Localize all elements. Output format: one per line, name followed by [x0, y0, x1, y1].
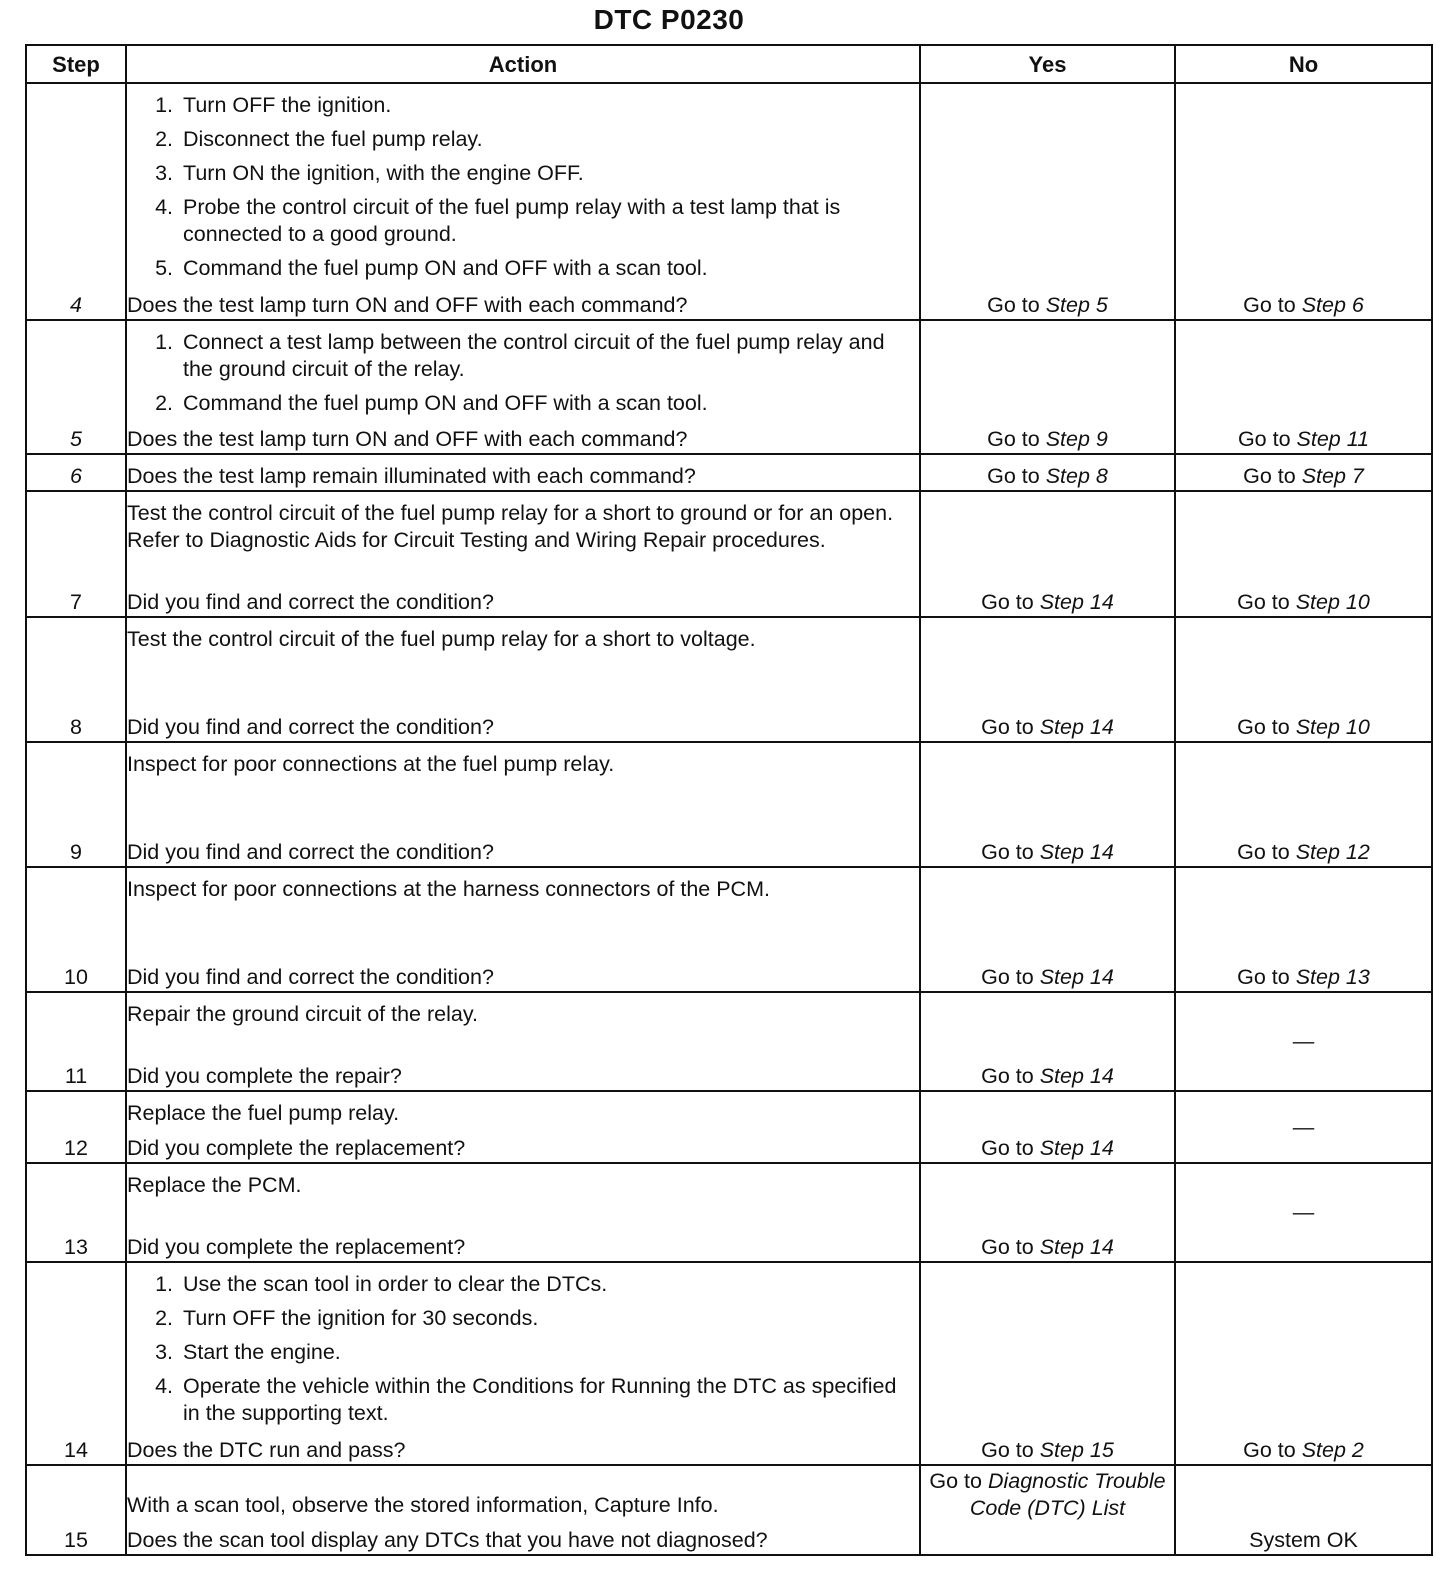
go-to-label: Go to [987, 464, 1040, 488]
step-number: 9 [26, 742, 126, 867]
table-row-step-11 [26, 992, 1432, 1091]
table-row-step-10 [26, 867, 1432, 992]
no-target: Step 7 [1301, 464, 1364, 488]
no-target: Step 2 [1301, 1438, 1364, 1462]
table-row-step-13 [26, 1163, 1432, 1262]
no-cell [1175, 491, 1432, 617]
header-step: Step [26, 45, 126, 83]
go-to-label: Go to [981, 715, 1034, 739]
yes-cell [920, 1091, 1175, 1163]
action-question: Does the test lamp turn ON and OFF with each command? [127, 293, 688, 317]
table-row-step-12 [26, 1091, 1432, 1163]
no-target: Step 12 [1295, 840, 1370, 864]
yes-target: Step 14 [1039, 840, 1114, 864]
yes-cell [920, 454, 1175, 491]
yes-target: Step 14 [1039, 1235, 1114, 1259]
step-number: 6 [26, 454, 126, 491]
go-to-label: Go to [1237, 427, 1291, 451]
action-step-item: 5. Command the fuel pump ON and OFF with a scan tool. [179, 255, 919, 282]
go-to-label: Go to [987, 293, 1040, 317]
action-cell [126, 1163, 920, 1262]
go-to-label: Go to [1243, 1438, 1296, 1462]
yes-cell [920, 867, 1175, 992]
action-question: Did you complete the repair? [127, 1064, 402, 1088]
no-cell [1175, 1163, 1432, 1262]
action-question: Did you complete the replacement? [127, 1235, 466, 1259]
step-number: 14 [26, 1262, 126, 1465]
go-to-label: Go to [1243, 293, 1296, 317]
table-row-step-6 [26, 454, 1432, 491]
action-question: Does the DTC run and pass? [127, 1438, 406, 1462]
action-cell [126, 1465, 920, 1555]
table-row-step-15 [26, 1465, 1432, 1555]
yes-target: Step 14 [1039, 1136, 1114, 1160]
action-cell [126, 454, 920, 491]
no-cell [1175, 83, 1432, 320]
step-number: 5 [26, 320, 126, 454]
no-target: Step 11 [1296, 427, 1370, 451]
step-number: 11 [26, 992, 126, 1091]
action-text: Replace the PCM. [127, 1173, 302, 1197]
yes-target: Step 14 [1039, 1064, 1114, 1088]
action-question: Did you find and correct the condition? [127, 715, 494, 739]
no-cell [1175, 320, 1432, 454]
step-number: 15 [26, 1465, 126, 1555]
no-cell [1175, 454, 1432, 491]
step-number: 10 [26, 867, 126, 992]
yes-cell [920, 1465, 1175, 1555]
no-dash: — [1292, 1029, 1315, 1053]
go-to-label: Go to [929, 1469, 982, 1493]
go-to-label: Go to [981, 965, 1034, 989]
yes-target: Step 15 [1039, 1438, 1114, 1462]
step-number: 12 [26, 1091, 126, 1163]
no-cell [1175, 1091, 1432, 1163]
action-question: Did you find and correct the condition? [127, 965, 494, 989]
go-to-label: Go to [1237, 715, 1290, 739]
yes-target: Step 14 [1039, 590, 1114, 614]
action-cell [126, 491, 920, 617]
no-dash: — [1292, 1114, 1315, 1139]
action-steps [127, 92, 919, 289]
no-cell [1175, 617, 1432, 742]
table-row-step-4 [26, 83, 1432, 320]
action-cell [126, 320, 920, 454]
no-target: Step 10 [1295, 715, 1370, 739]
action-step-item: 4. Probe the control circuit of the fuel pump relay with a test lamp that is connected to a good ground. [179, 194, 919, 248]
action-step-item: 3. Start the engine. [179, 1339, 919, 1366]
no-cell [1175, 992, 1432, 1091]
go-to-label: Go to [1237, 965, 1290, 989]
action-text: Test the control circuit of the fuel pump relay for a short to ground or for an open. Refer to Diagnostic Aids for Circuit Testing and Wiring Repair procedures. [127, 501, 894, 552]
action-step-item: 4. Operate the vehicle within the Conditions for Running the DTC as specified in the supporting text. [179, 1373, 919, 1427]
no-target: Step 6 [1301, 293, 1364, 317]
table-row-step-8 [26, 617, 1432, 742]
yes-cell [920, 320, 1175, 454]
yes-cell [920, 83, 1175, 320]
action-steps [127, 329, 919, 424]
action-text: Inspect for poor connections at the fuel pump relay. [127, 752, 615, 776]
action-steps [127, 1271, 919, 1434]
action-cell [126, 83, 920, 320]
go-to-label: Go to [981, 1064, 1034, 1088]
yes-target: Step 8 [1045, 464, 1108, 488]
no-cell [1175, 1262, 1432, 1465]
action-step-item: 2. Command the fuel pump ON and OFF with a scan tool. [179, 390, 919, 417]
action-text: Repair the ground circuit of the relay. [127, 1002, 478, 1026]
action-question: Did you complete the replacement? [127, 1136, 466, 1160]
go-to-label: Go to [981, 840, 1034, 864]
no-target: Step 10 [1295, 590, 1370, 614]
yes-target: Step 9 [1045, 427, 1108, 451]
table-row-step-14 [26, 1262, 1432, 1465]
action-question: Did you find and correct the condition? [127, 590, 494, 614]
table-header-row [26, 45, 1432, 83]
action-step-item: 1. Use the scan tool in order to clear the DTCs. [179, 1271, 919, 1298]
action-question: Did you find and correct the condition? [127, 840, 494, 864]
go-to-label: Go to [981, 590, 1034, 614]
action-step-item: 2. Disconnect the fuel pump relay. [179, 126, 919, 153]
no-cell [1175, 1465, 1432, 1555]
no-dash: — [1292, 1200, 1315, 1224]
action-step-item: 2. Turn OFF the ignition for 30 seconds. [179, 1305, 919, 1332]
table-row-step-9 [26, 742, 1432, 867]
action-text: With a scan tool, observe the stored information, Capture Info. [127, 1493, 719, 1517]
action-text: Replace the fuel pump relay. [127, 1101, 400, 1125]
step-number: 7 [26, 491, 126, 617]
action-question: Does the scan tool display any DTCs that you have not diagnosed? [127, 1528, 768, 1552]
go-to-label: Go to [1237, 590, 1290, 614]
action-cell [126, 867, 920, 992]
table-row-step-7 [26, 491, 1432, 617]
go-to-label: Go to [981, 1136, 1034, 1160]
go-to-label: Go to [987, 427, 1040, 451]
yes-cell [920, 1163, 1175, 1262]
yes-target: Step 14 [1039, 965, 1114, 989]
yes-cell [920, 491, 1175, 617]
yes-cell [920, 1262, 1175, 1465]
page-title: DTC P0230 [593, 4, 745, 35]
step-number: 8 [26, 617, 126, 742]
action-step-item: 1. Turn OFF the ignition. [179, 92, 919, 119]
action-cell [126, 992, 920, 1091]
action-step-item: 1. Connect a test lamp between the control circuit of the fuel pump relay and the ground circuit of the relay. [179, 329, 919, 383]
action-question: Does the test lamp remain illuminated with each command? [127, 464, 696, 488]
yes-target: Step 14 [1039, 715, 1114, 739]
header-no: No [1175, 45, 1432, 83]
go-to-label: Go to [1237, 840, 1290, 864]
no-cell [1175, 742, 1432, 867]
yes-cell [920, 617, 1175, 742]
action-cell [126, 742, 920, 867]
no-cell [1175, 867, 1432, 992]
go-to-label: Go to [981, 1235, 1034, 1259]
action-cell [126, 617, 920, 742]
action-question: Does the test lamp turn ON and OFF with each command? [127, 427, 688, 451]
yes-target: Step 5 [1045, 293, 1108, 317]
action-text: Inspect for poor connections at the harness connectors of the PCM. [127, 877, 770, 901]
step-number: 4 [26, 83, 126, 320]
action-cell [126, 1091, 920, 1163]
header-yes: Yes [920, 45, 1175, 83]
step-number: 13 [26, 1163, 126, 1262]
action-text: Test the control circuit of the fuel pump relay for a short to voltage. [127, 627, 756, 651]
yes-cell [920, 742, 1175, 867]
no-target: Step 13 [1295, 965, 1370, 989]
action-cell [126, 1262, 920, 1465]
header-action: Action [126, 45, 920, 83]
yes-target: Diagnostic Trouble Code (DTC) List [969, 1469, 1166, 1520]
go-to-label: Go to [1243, 464, 1296, 488]
yes-cell [920, 992, 1175, 1091]
table-row-step-5 [26, 320, 1432, 454]
no-result: System OK [1249, 1528, 1358, 1552]
go-to-label: Go to [981, 1438, 1034, 1462]
diagnostic-table [25, 44, 1433, 1556]
action-step-item: 3. Turn ON the ignition, with the engine OFF. [179, 160, 919, 187]
